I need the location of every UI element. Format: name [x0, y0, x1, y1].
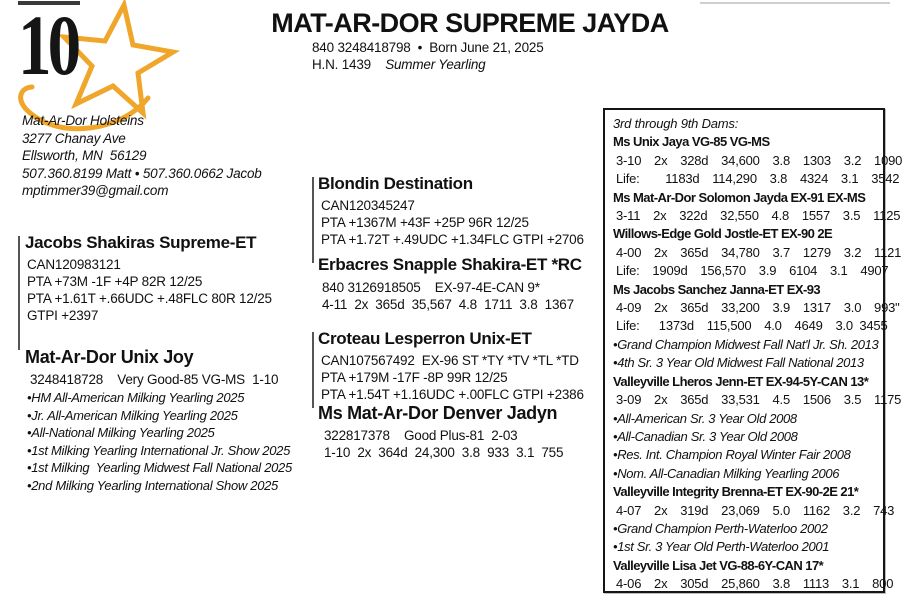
dam8-name: Valleyville Integrity Brenna-ET EX-90-2E 21*: [613, 484, 859, 500]
lot-number: 10: [18, 0, 78, 93]
dam9-record: 4-06 2x 305d 25,860 3.8 1113 3.1 800: [616, 576, 894, 592]
dam9-name: Valleyville Lisa Jet VG-88-6Y-CAN 17*: [613, 557, 824, 573]
dam8-award: •1st Sr. 3 Year Old Perth-Waterloo 2001: [613, 539, 830, 555]
dam8-award: •Grand Champion Perth-Waterloo 2002: [613, 520, 828, 536]
dam6-award: •4th Sr. 3 Year Old Midwest Fall National 2013: [613, 355, 864, 371]
dam-award: •HM All-American Milking Yearling 2025: [27, 390, 245, 405]
consignor-phones: 507.360.8199 Matt • 507.360.0662 Jacob: [22, 165, 262, 181]
age-class-note: Summer Yearling: [385, 57, 486, 72]
pedigree-rule-sire-parents: [312, 177, 314, 263]
sire-sire-pta-1: PTA +1367M +43F +25P 96R 12/25: [321, 215, 529, 230]
dam-dam-record: 1-10 2x 364d 24,300 3.8 933 3.1 755: [324, 445, 564, 460]
dam7-award: •All-Canadian Sr. 3 Year Old 2008: [613, 428, 798, 444]
dam7-award: •Res. Int. Champion Royal Winter Fair 2008: [613, 447, 851, 463]
dam7-record: 3-09 2x 365d 33,531 4.5 1506 3.5 1175: [616, 392, 902, 408]
dam5-name: Willows-Edge Gold Jostle-ET EX-90 2E: [613, 226, 833, 242]
dam-award: •All-National Milking Yearling 2025: [27, 425, 215, 441]
consignor-email: mptimmer39@gmail.com: [22, 183, 169, 199]
dams-box-title: 3rd through 9th Dams:: [613, 116, 739, 131]
further-dams-box: [603, 108, 903, 593]
consignor-name: Mat-Ar-Dor Holsteins: [22, 113, 144, 128]
consignor-address: 3277 Chanay Ave: [22, 130, 126, 146]
sire-gtpi: GTPI +2397: [27, 308, 99, 323]
sire-name: Jacobs Shakiras Supreme-ET: [25, 233, 257, 252]
dam-sire-pta-2: PTA +1.54T +1.16UDC +.00FLC GTPI +2386: [321, 387, 584, 402]
dam5-life: Life: 1909d 156,570 3.9 6104 3.1 4907: [616, 263, 889, 279]
sire-sire-pta-2: PTA +1.72T +.49UDC +1.34FLC GTPI +2706: [321, 232, 584, 247]
dam-dam-name: Ms Mat-Ar-Dor Denver Jadyn: [318, 403, 558, 423]
dam6-award: •Grand Champion Midwest Fall Nat'l Jr. Sh. 2013: [613, 336, 879, 352]
herd-number-line: [312, 57, 486, 72]
animal-name-title: MAT-AR-DOR SUPREME JAYDA: [271, 8, 669, 38]
dam-reg-score: 3248418728 Very Good-85 VG-MS 1-10: [30, 372, 279, 387]
consignor-city-state: Ellsworth, MN 56129: [22, 148, 147, 164]
dam4-name: Ms Mat-Ar-Dor Solomon Jayda EX-91 EX-MS: [613, 189, 866, 205]
pedigree-rule-dam-parents: [312, 332, 314, 408]
dam-sire-reg-score: CAN107567492 EX-96 ST *TY *TV *TL *TD: [321, 353, 579, 368]
dam3-record: 3-10 2x 328d 34,600 3.8 1303 3.2 1090: [616, 152, 903, 168]
registration-birth-line: 840 3248418798 • Born June 21, 2025: [312, 40, 544, 55]
dam-award: •1st Milking Yearling International Jr. Show 2025: [27, 442, 291, 458]
dam-sire-name: Croteau Lesperron Unix-ET: [318, 329, 532, 348]
dam6-life: Life: 1373d 115,500 4.0 4649 3.0 3455: [616, 318, 888, 334]
dam7-award: •Nom. All-Canadian Milking Yearling 2006: [613, 465, 840, 481]
sire-sire-reg: CAN120345247: [321, 198, 415, 213]
sire-dam-reg-score: 840 3126918505 EX-97-4E-CAN 9*: [322, 280, 540, 295]
sire-pta-2: PTA +1.61T +.66UDC +.48FLC 80R 12/25: [27, 291, 272, 306]
consignor-contact-block: [22, 112, 262, 200]
herd-number: H.N. 1439: [312, 57, 386, 72]
dam6-record: 4-09 2x 365d 33,200 3.9 1317 3.0 993": [616, 300, 900, 316]
dam3-name: Ms Unix Jaya VG-85 VG-MS: [613, 134, 770, 150]
sire-reg: CAN120983121: [27, 257, 121, 272]
dam8-record: 4-07 2x 319d 23,069 5.0 1162 3.2 743: [616, 502, 895, 518]
dam5-record: 4-00 2x 365d 34,780 3.7 1279 3.2 1121: [616, 244, 902, 260]
dam-award: •Jr. All-American Milking Yearling 2025: [27, 407, 238, 423]
dam-award: •2nd Milking Yearling International Show 2025: [27, 477, 278, 493]
pedigree-rule-sire: [18, 236, 20, 350]
top-edge-hairline: [700, 2, 890, 4]
dam-name: Mat-Ar-Dor Unix Joy: [25, 347, 194, 367]
dam-show-awards: [27, 389, 292, 495]
dam7-name: Valleyville Lheros Jenn-ET EX-94-5Y-CAN 13*: [613, 373, 869, 389]
dam3-life: Life: 1183d 114,290 3.8 4324 3.1 3542: [616, 171, 900, 187]
dam6-name: Ms Jacobs Sanchez Janna-ET EX-93: [613, 281, 821, 297]
dam7-award: •All-American Sr. 3 Year Old 2008: [613, 410, 797, 426]
sire-dam-name: Erbacres Snapple Shakira-ET *RC: [318, 255, 582, 274]
page-header: [180, 8, 760, 39]
sire-sire-name: Blondin Destination: [318, 174, 473, 193]
sire-dam-record: 4-11 2x 365d 35,567 4.8 1711 3.8 1367: [322, 297, 574, 312]
dam-sire-pta-1: PTA +179M -17F -8P 99R 12/25: [321, 370, 508, 385]
dam-award: •1st Milking Yearling Midwest Fall National 2025: [27, 460, 292, 476]
dam-dam-reg-score: 322817378 Good Plus-81 2-03: [324, 428, 518, 443]
sire-pta-1: PTA +73M -1F +4P 82R 12/25: [27, 274, 203, 289]
dam4-record: 3-11 2x 322d 32,550 4.8 1557 3.5 1125: [616, 208, 901, 224]
